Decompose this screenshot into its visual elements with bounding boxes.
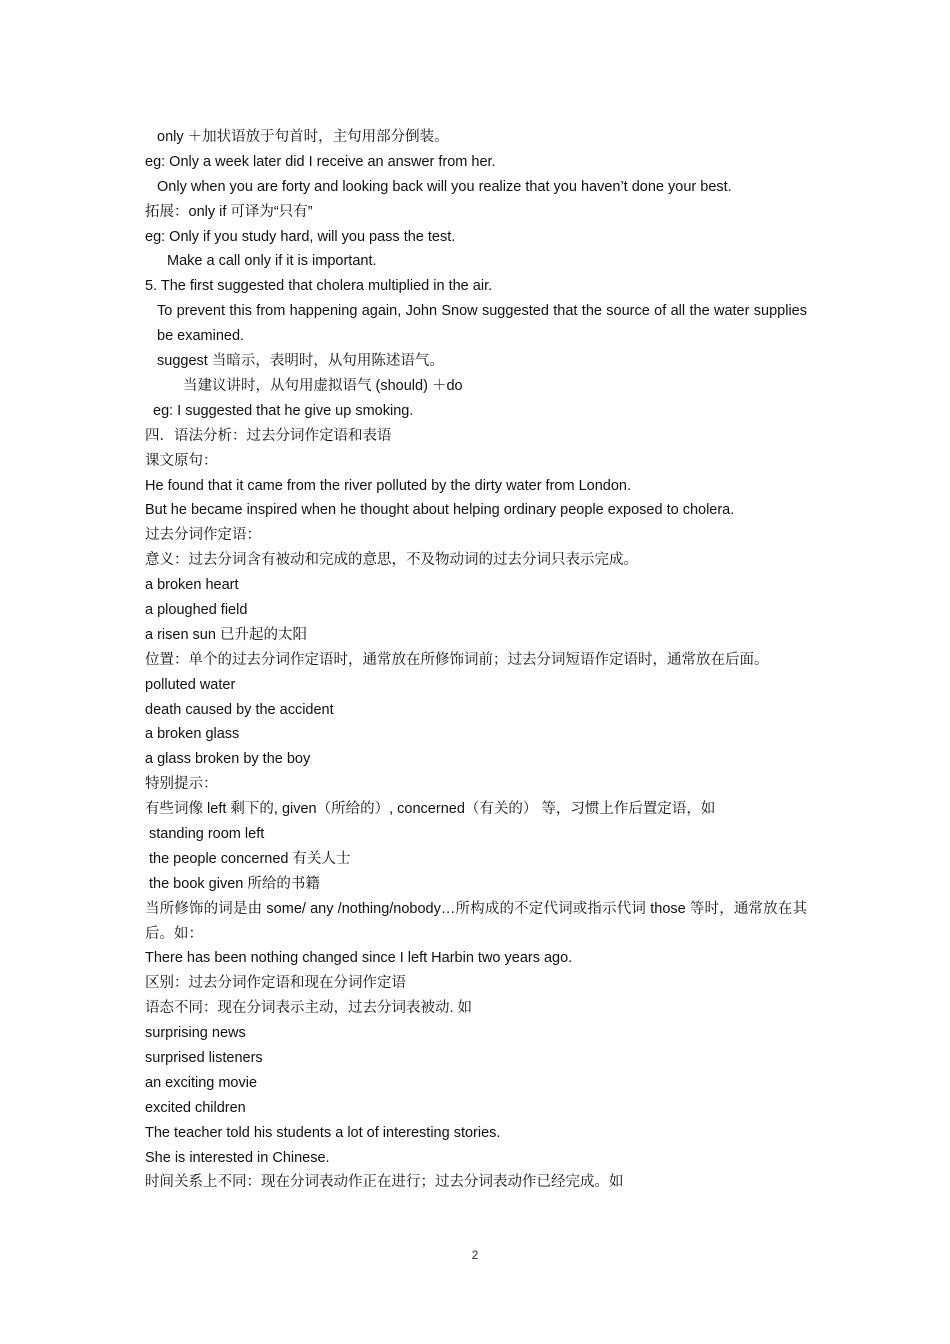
text-line: a glass broken by the boy — [145, 751, 311, 768]
text-line: an exciting movie — [145, 1074, 258, 1091]
text-line: He found that it came from the river polluted by the dirty water from London. — [145, 477, 631, 494]
text-line: excited children — [145, 1099, 246, 1116]
text-line: She is interested in Chinese. — [145, 1149, 330, 1166]
text-line: 语态不同：现在分词表示主动，过去分词表被动. 如 — [145, 1000, 473, 1017]
text-line: surprised listeners — [145, 1050, 263, 1067]
text-paragraph: 位置：单个的过去分词作定语时，通常放在所修饰词前；过去分词短语作定语时，通常放在后面。 — [145, 651, 769, 668]
page-number: 2 — [471, 1248, 479, 1262]
text-line: But he became inspired when he thought about helping ordinary people exposed to cholera. — [145, 502, 735, 519]
text-line: a broken glass — [145, 726, 240, 743]
text-line: a ploughed field — [145, 601, 248, 618]
text-line: the book given 所给的书籍 — [149, 875, 320, 892]
text-line: 区别：过去分词作定语和现在分词作定语 — [145, 975, 406, 992]
text-line: 意义：过去分词含有被动和完成的意思，不及物动词的过去分词只表示完成。 — [145, 552, 638, 569]
text-line: 时间关系上不同：现在分词表动作正在进行；过去分词表动作已经完成。如 — [145, 1174, 624, 1191]
text-line: polluted water — [145, 676, 236, 693]
text-line: Only when you are forty and looking back will you realize that you haven’t done your best. — [157, 178, 732, 195]
text-line: a broken heart — [145, 577, 239, 594]
page-body — [145, 125, 807, 1195]
text-line: 课文原句： — [145, 452, 218, 469]
text-line: Make a call only if it is important. — [167, 253, 377, 270]
text-line: 拓展：only if 可译为“只有” — [145, 203, 313, 220]
text-line: suggest 当暗示，表明时，从句用陈述语气。 — [157, 353, 444, 370]
text-line: 当建议讲时，从句用虚拟语气 (should) ＋do — [183, 377, 463, 394]
text-line: the people concerned 有关人士 — [149, 850, 351, 867]
text-line: only ＋加状语放于句首时，主句用部分倒装。 — [157, 129, 449, 145]
text-line: 过去分词作定语： — [145, 527, 261, 544]
text-line: 有些词像 left 剩下的, given（所给的）, concerned（有关的） 等，习惯上作后置定语，如 — [145, 801, 716, 818]
text-line: surprising news — [145, 1025, 246, 1042]
text-line: eg: Only a week later did I receive an answer from her. — [145, 153, 496, 170]
text-line: a risen sun 已升起的太阳 — [145, 626, 307, 643]
text-paragraph: To prevent this from happening again, John Snow suggested that the source of all the water supplies be examined. — [157, 303, 807, 345]
text-line: There has been nothing changed since I left Harbin two years ago. — [145, 950, 573, 967]
text-line: 5. The first suggested that cholera multiplied in the air. — [145, 278, 493, 295]
text-line: eg: I suggested that he give up smoking. — [153, 402, 414, 419]
text-line: The teacher told his students a lot of interesting stories. — [145, 1124, 501, 1141]
text-line: death caused by the accident — [145, 701, 334, 718]
text-line: eg: Only if you study hard, will you pass the test. — [145, 228, 456, 245]
text-line: 特别提示： — [145, 776, 218, 793]
section-heading: 四．语法分析：过去分词作定语和表语 — [145, 427, 392, 444]
text-paragraph: 当所修饰的词是由 some/ any /nothing/nobody…所构成的不定代词或指示代词 those 等时，通常放在其后。如： — [145, 900, 807, 942]
text-line: standing room left — [149, 825, 265, 842]
